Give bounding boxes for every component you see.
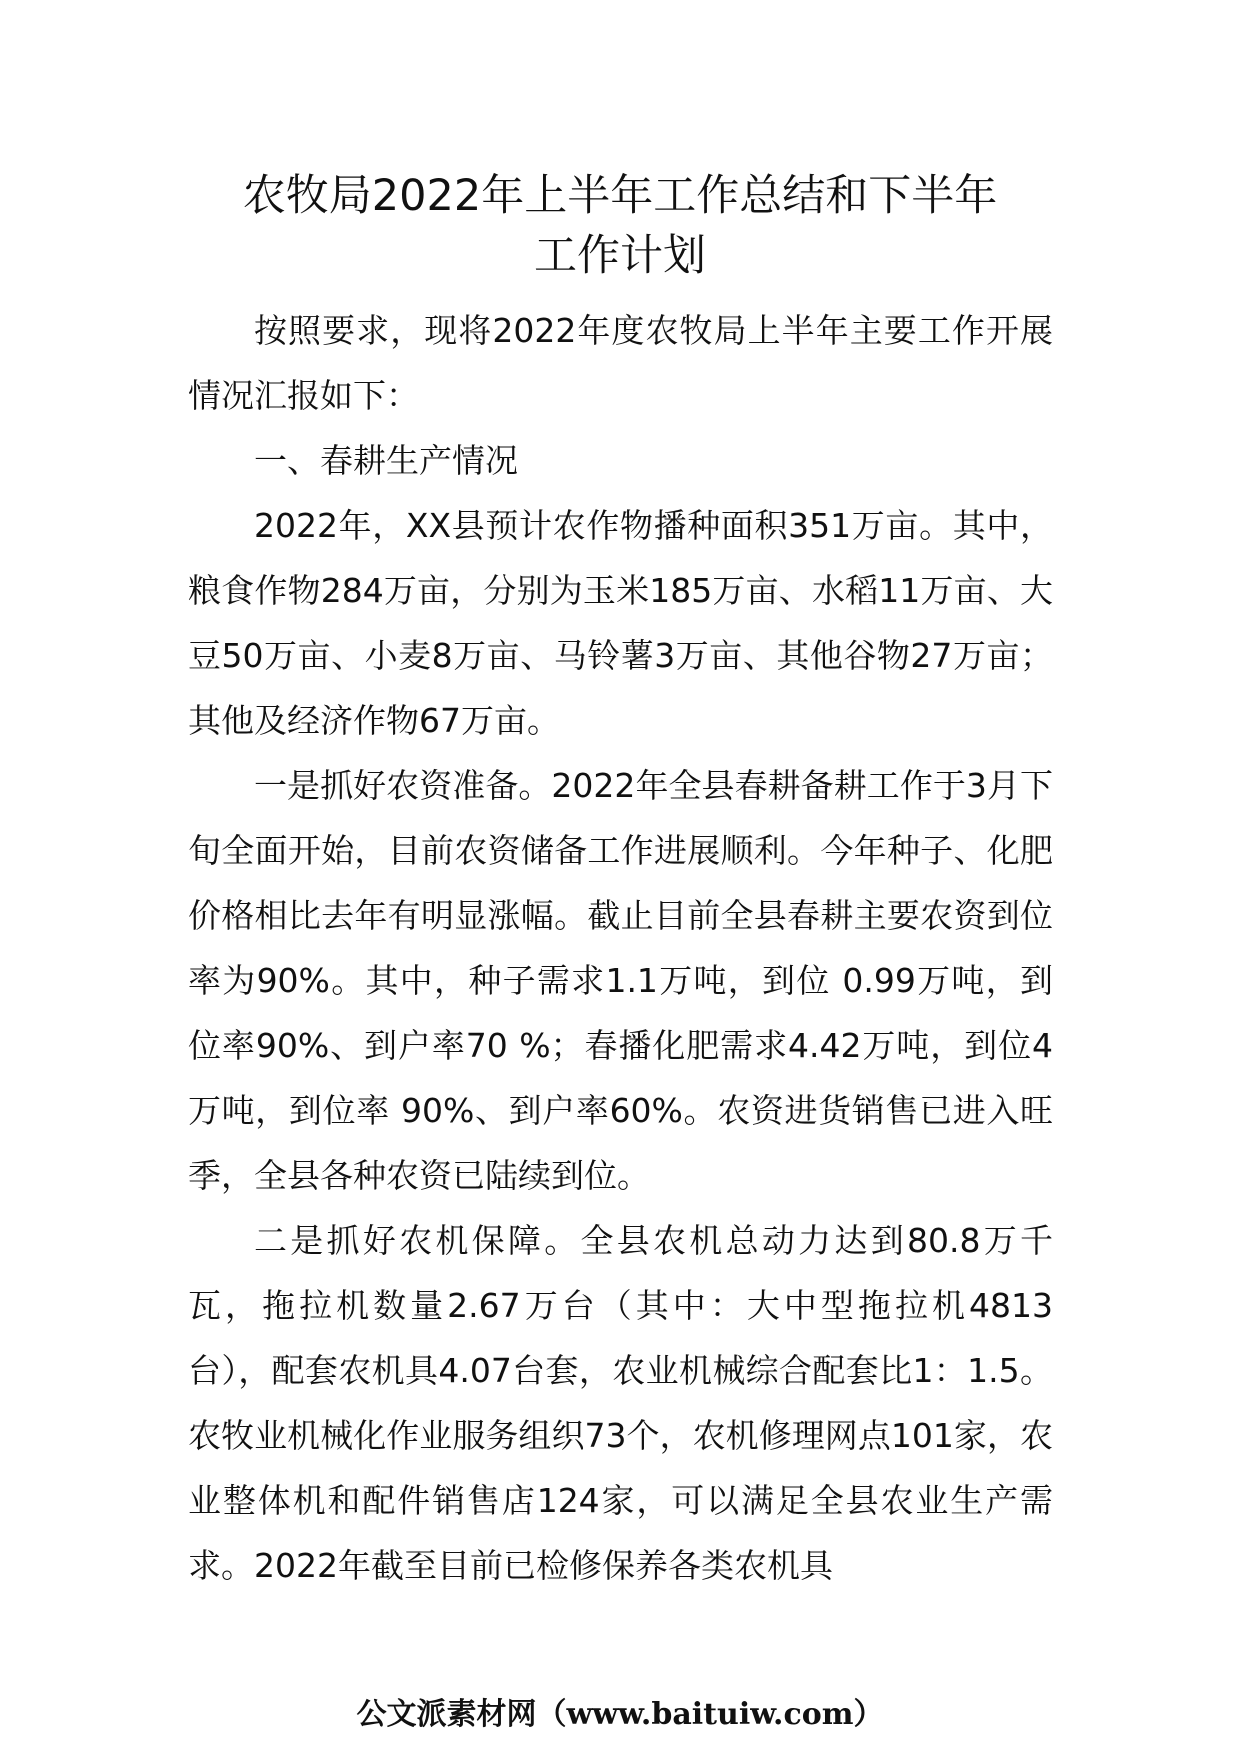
- title-line-2: 工作计划: [534, 231, 706, 281]
- body-paragraph: 二是抓好农机保障。全县农机总动力达到80.8万千瓦，拖拉机数量2.67万台（其中：大中型拖拉机4813台），配套农机具4.07台套，农业机械综合配套比1：1.5。农牧业机械化作业服务组织73个，农机修理网点101家，农业整体机和配件销售店124家，可以满足全县农业生产需求。2022年截至目前已检修保养各类农机具: [188, 1221, 1053, 1585]
- section-heading: 一、春耕生产情况: [254, 441, 518, 480]
- body-paragraph: 2022年，XX县预计农作物播种面积351万亩。其中，粮食作物284万亩，分别为玉米185万亩、水稻11万亩、大豆50万亩、小麦8万亩、马铃薯3万亩、其他谷物27万亩；其他及经济作物67万亩。: [188, 506, 1053, 740]
- document-title: [150, 166, 1090, 286]
- title-line-1: 农牧局2022年上半年工作总结和下半年: [242, 171, 998, 221]
- intro-paragraph: 按照要求，现将2022年度农牧局上半年主要工作开展情况汇报如下：: [188, 311, 1053, 415]
- footer-watermark: 公文派素材网（www.baituiw.com）: [356, 1697, 884, 1732]
- body-paragraph: 一是抓好农资准备。2022年全县春耕备耕工作于3月下旬全面开始，目前农资储备工作进展顺利。今年种子、化肥价格相比去年有明显涨幅。截止目前全县春耕主要农资到位率为90%。其中，种子需求1.1万吨，到位 0.99万吨，到位率90%、到户率70 %；春播化肥需求4.42万吨，到位4万吨，到位率 90%、到户率60%。农资进货销售已进入旺季，全县各种农资已陆续到位。: [188, 766, 1053, 1195]
- document-body: [188, 298, 1053, 1598]
